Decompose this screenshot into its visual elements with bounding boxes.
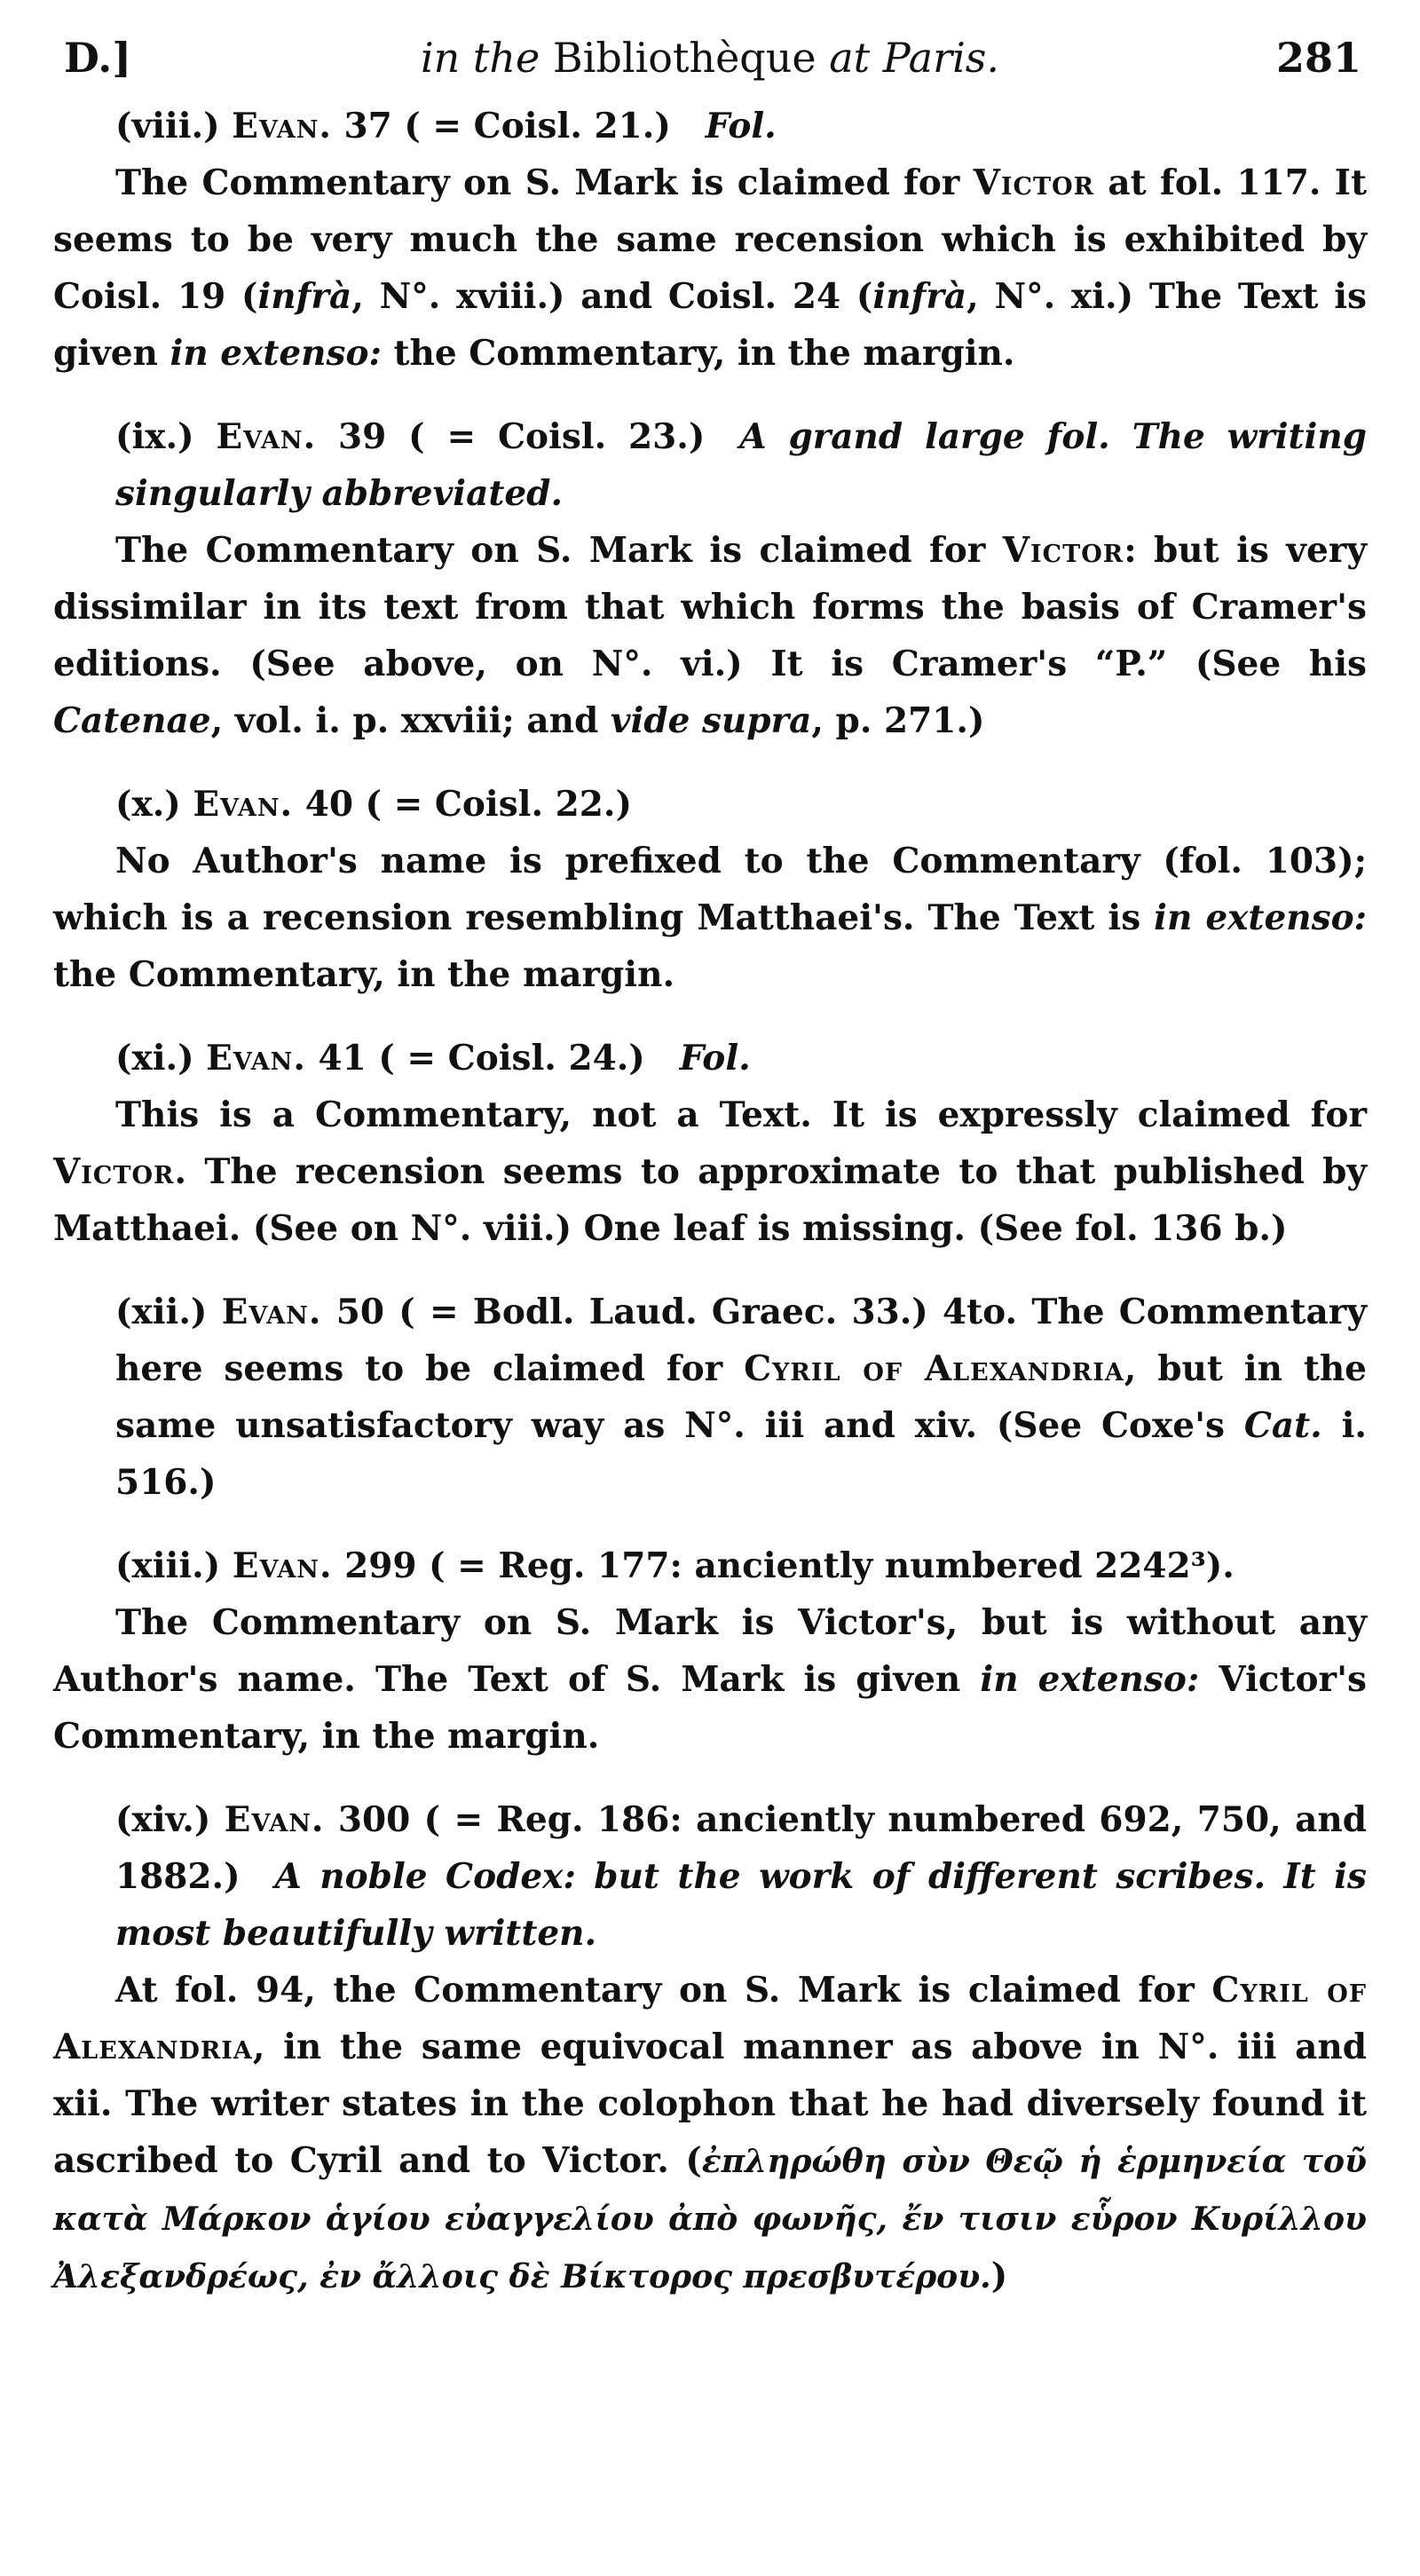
running-title [53,34,1367,82]
entry-small-caps: Cyril of Alexandria [744,1348,1124,1389]
entry-x [53,776,1367,1003]
entry-number: (x.) [115,784,181,825]
entry-small-caps: Victor [53,1151,175,1192]
entry-evan: Evan. [221,1292,322,1332]
running-head [53,27,1367,98]
entry-text: The Commentary on S. Mark is claimed for [115,530,1003,571]
entry-note: Fol. [679,1038,751,1079]
entry-heading [53,1284,1367,1511]
entry-text: i. 516.) [115,1405,1367,1503]
entry-text: : but is very dissimilar in its text from that which forms the basis of Cramer's editions. (See above, on N°. vi.) It is Cramer's “P.” (See his [53,530,1367,684]
entry-text: , but in the same unsatisfactory way as N°. iii and xiv. (See Coxe's [115,1348,1367,1446]
entry-reference: 50 ( = Bodl. Laud. Graec. 33.) 4to. [335,1292,1018,1332]
entry-heading [53,1791,1367,1962]
entry-text: , in the same equivocal manner as above in N°. iii and xii. The writer states in the colophon that he had diversely found it ascribed to Cyril and to Victor. ( [53,2027,1367,2181]
entry-ix [53,408,1367,749]
entry-small-caps: Cyril of Alexandria [53,1970,1367,2067]
entry-xiv [53,1791,1367,2305]
entry-evan: Evan. [224,1799,325,1840]
entry-xi [53,1030,1367,1257]
entry-note: A grand large fol. The writing singularly abbreviated. [115,416,1368,514]
entry-body [53,1087,1367,1257]
entry-text: ) [990,2256,1008,2296]
entry-heading [53,98,1367,154]
entry-body [53,833,1367,1003]
page-number: 281 [1275,34,1361,82]
entry-number: (xiv.) [115,1799,211,1840]
entry-number: (ix.) [115,416,194,457]
entry-reference: 39 ( = Coisl. 23.) [338,416,706,457]
entry-body [53,522,1367,749]
entry-heading [53,776,1367,833]
entry-number: (xii.) [115,1292,208,1332]
running-title-roman: Bibliothèque [552,34,816,82]
entry-text: the Commentary, in the margin. [381,333,1015,374]
entry-heading [53,408,1367,522]
entry-text: No Author's name is prefixed to the Commentary (fol. 103); which is a recension resembling Matthaei's. The Text is [53,841,1367,938]
entry-text: The Commentary on S. Mark is Victor's, but is without any Author's name. The Text of S. Mark is given [53,1602,1367,1700]
entry-small-caps: Victor [973,162,1095,203]
entry-text: . The recension seems to approximate to that published by Matthaei. (See on N°. viii.) One leaf is missing. (See fol. 136 b.) [53,1151,1367,1249]
entry-text: , N°. xi.) The Text is given [53,276,1367,374]
running-title-italic-2: at Paris. [829,34,1000,82]
entry-text: the Commentary, in the margin. [53,954,675,995]
entry-xii [53,1284,1367,1511]
entry-text: This is a Commentary, not a Text. It is expressly claimed for [115,1094,1367,1135]
entry-italic: Catenae [53,700,211,741]
entry-text: , N°. xviii.) and Coisl. 24 ( [351,276,873,317]
entry-reference: 299 ( = Reg. 177: anciently numbered 2242³). [344,1545,1235,1586]
running-title-italic-1: in the [420,34,540,82]
entry-reference: 40 ( = Coisl. 22.) [304,784,632,825]
entry-text: , vol. i. p. xxviii; and [210,700,611,741]
entry-number: (xiii.) [115,1545,221,1586]
entry-heading [53,1030,1367,1087]
entry-body [53,154,1367,382]
entry-body [53,1962,1367,2305]
entry-italic: in extenso: [980,1659,1200,1700]
entry-text: , p. 271.) [811,700,985,741]
entry-note: A noble Codex: but the work of different scribes. It is most beautifully written. [115,1856,1367,1954]
entry-xiii [53,1537,1367,1765]
entries-list [53,98,1367,2305]
entry-evan: Evan. [232,106,332,146]
entry-italic: Cat. [1243,1405,1322,1446]
section-mark: D.] [64,34,132,82]
entry-italic: in extenso: [170,333,382,374]
entry-text: Victor's Commentary, in the margin. [53,1659,1367,1757]
entry-italic: in extenso: [1154,897,1367,938]
entry-reference: 300 ( = Reg. 186: anciently numbered 692, 750, and 1882.) [115,1799,1367,1897]
entry-evan: Evan. [193,784,294,825]
entry-reference: 37 ( = Coisl. 21.) [343,106,671,146]
entry-greek: ἐπληρώθη σὺν Θεῷ ἡ ἑρμηνεία τοῦ κατὰ Μάρκον ἁγίου εὐαγγελίου ἀπὸ φωνῆς, ἔν τισιν εὗρον Κυρίλλου Ἀλεξανδρέως, ἐν ἄλλοις δὲ Βίκτορος πρεσβυτέρου. [53,2143,1367,2295]
entry-number: (viii.) [115,106,220,146]
entry-italic: vide supra [610,700,812,741]
entry-small-caps: Victor [1002,530,1124,571]
entry-evan: Evan. [232,1545,333,1586]
entry-evan: Evan. [216,416,317,457]
entry-italic: infrà [257,276,352,317]
entry-text: At fol. 94, the Commentary on S. Mark is claimed for [115,1970,1212,2011]
entry-body [53,1594,1367,1765]
entry-evan: Evan. [206,1038,306,1079]
entry-italic: infrà [872,276,967,317]
entry-reference: 41 ( = Coisl. 24.) [318,1038,645,1079]
entry-number: (xi.) [115,1038,194,1079]
entry-text: The Commentary here seems to be claimed for [115,1292,1368,1389]
entry-note: Fol. [705,106,777,146]
entry-text: The Commentary on S. Mark is claimed for [115,162,974,203]
entry-heading [53,1537,1367,1594]
entry-viii [53,98,1367,382]
entry-text: at fol. 117. It seems to be very much the same recension which is exhibited by Coisl. 19 ( [53,162,1367,317]
